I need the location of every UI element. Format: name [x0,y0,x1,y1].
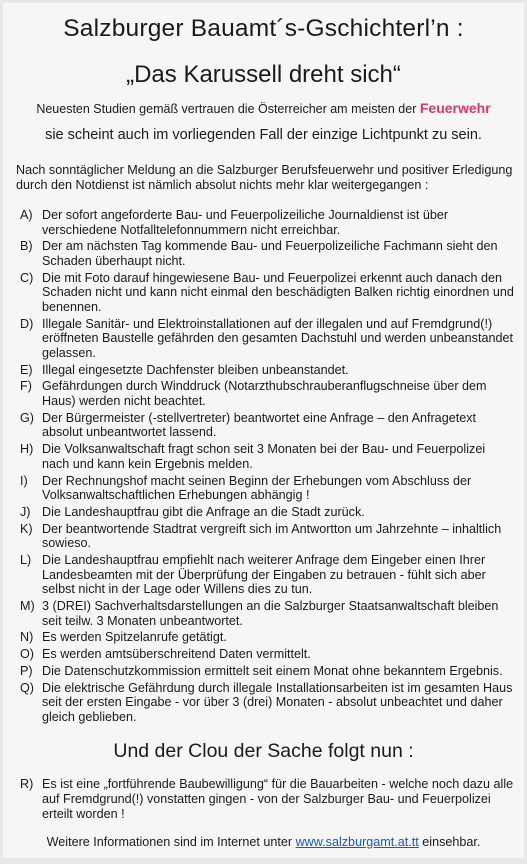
item-label: Q) [20,680,34,695]
item-label: I) [20,473,28,488]
list-item [20,474,515,503]
item-label: P) [20,664,33,679]
final-item-block [20,777,515,822]
list-item [20,505,515,520]
list-item [20,271,515,315]
clou-heading: Und der Clou der Sache folgt nun : [113,740,414,762]
list-item [20,363,515,378]
item-label: O) [20,647,34,662]
page-subtitle: „Das Karussell dreht sich“ [126,61,401,88]
list-item [20,681,515,725]
list-item [20,647,515,662]
item-text: Gefährdungen durch Winddruck (Notarzthubschrauberanflugschneise über dem Haus) werden nicht beachtet. [42,379,487,409]
item-label: K) [20,521,33,536]
item-text: Illegal eingesetzte Dachfenster bleiben unbeanstandet. [42,362,349,377]
item-label: N) [20,630,34,645]
item-text: Der Rechnungshof macht seinen Beginn der Erhebungen vom Abschluss der Volksanwaltschaftlichen Erhebungen abhängig ! [42,473,472,503]
list-item [20,239,515,268]
list-item [20,442,515,471]
item-label: A) [20,208,33,222]
item-label: M) [20,599,35,614]
list-item [20,664,515,679]
item-label: L) [20,553,32,568]
item-label: J) [20,504,31,519]
list-item [20,317,515,361]
list-item [20,630,515,645]
list-item [20,379,515,408]
item-label: R) [20,777,34,791]
item-text: Die Landeshauptfrau gibt die Anfrage an die Stadt zurück. [42,504,365,519]
list-item [20,599,515,628]
item-text: Der am nächsten Tag kommende Bau- und Feuerpolizeiliche Fachmann sieht den Schaden überhaupt nicht. [42,239,498,268]
item-text: Die Landeshauptfrau empfiehlt nach weiterer Anfrage dem Eingeber einen Ihrer Landesbeamten mit der Überprüfung der Eingaben zu betrauen - fühlt sich aber selbst nicht in der Lage oder Willens dies zu tun. [42,553,486,597]
list-item [20,411,515,440]
item-label: D) [20,316,34,331]
footer-text-before: Weitere Informationen sind im Internet unter [46,835,296,849]
item-text: Es ist eine „fortführende Baubewilligung“ für die Bauarbeiten - welche noch dazu alle auf Fremdgrund(!) vonstatten gingen - von der Salzburger Bau- und Feuerpolizei erteilt worden ! [42,777,514,821]
footer-text-after: einsehbar. [418,835,481,849]
item-text: Es werden Spitzelanrufe getätigt. [42,630,227,645]
intro-line-1-text: Neuesten Studien gemäß vertrauen die Österreicher am meisten der [36,102,420,116]
item-label: H) [20,442,34,457]
item-text: Der sofort angeforderte Bau- und Feuerpolizeiliche Journaldienst ist über verschiedene Notfalltelefonnummern nicht erreichbar. [42,208,449,237]
item-label: F) [20,379,32,394]
website-link[interactable]: www.salzburgamt.at.tt [295,835,419,849]
item-text: Der beantwortende Stadtrat vergreift sich im Antwortton um Jahrzehnte – inhaltlich sowieso. [42,521,502,551]
footer [3,835,524,849]
intro-line-2: sie scheint auch im vorliegenden Fall der einzige Lichtpunkt zu sein. [45,127,482,143]
list-item [20,208,515,237]
lead-paragraph: Nach sonntäglicher Meldung an die Salzburger Berufsfeuerwehr und positiver Erledigung durch den Notdienst ist nämlich absolut nichts mehr klar weitergegangen : [16,163,513,192]
intro-line-1 [3,100,524,116]
item-text: Die elektrische Gefährdung durch illegale Installationsarbeiten ist im gesamten Haus seit der ersten Eingabe - vor über 3 (drei) Monaten - absolut unbeachtet und daher gleich geblieben. [42,680,513,724]
item-label: C) [20,270,34,285]
item-text: Die Volksanwaltschaft fragt schon seit 3 Monaten bei der Bau- und Feuerpolizei nach und kann kein Ergebnis melden. [42,442,486,471]
item-text: 3 (DREI) Sachverhaltsdarstellungen an die Salzburger Staatsanwaltschaft bleiben seit teilw. 3 Monaten unbeantwortet. [42,599,499,628]
item-text: Die Datenschutzkommission ermittelt seit einem Monat ohne bekanntem Ergebnis. [42,664,503,679]
list-item [20,553,515,597]
item-text: Es werden amtsüberschreitend Daten vermittelt. [42,647,311,662]
document-page [3,3,524,858]
list-item [20,522,515,551]
item-text: Der Bürgermeister (-stellvertreter) beantwortet eine Anfrage – den Anfragetext absolut unbeantwortet lassend. [42,410,476,440]
issue-list [20,208,515,727]
page-title: Salzburger Bauamt´s-Gschichterl’n : [63,15,464,42]
item-label: B) [20,239,33,254]
list-item-r [20,777,515,822]
item-text: Illegale Sanitär- und Elektroinstallationen auf der illegalen und auf Fremdgrund(!) eröffneten Baustelle gefährden den gesamten Dachstuhl und werden unbeanstandet gelassen. [42,316,513,360]
highlight-feuerwehr: Feuerwehr [419,100,491,116]
item-label: E) [20,362,33,377]
item-text: Die mit Foto darauf hingewiesene Bau- und Feuerpolizei erkennt auch danach den Schaden nicht und kann nicht einmal den beschädigten Balken richtig einordnen und benennen. [42,270,514,314]
item-label: G) [20,410,34,425]
